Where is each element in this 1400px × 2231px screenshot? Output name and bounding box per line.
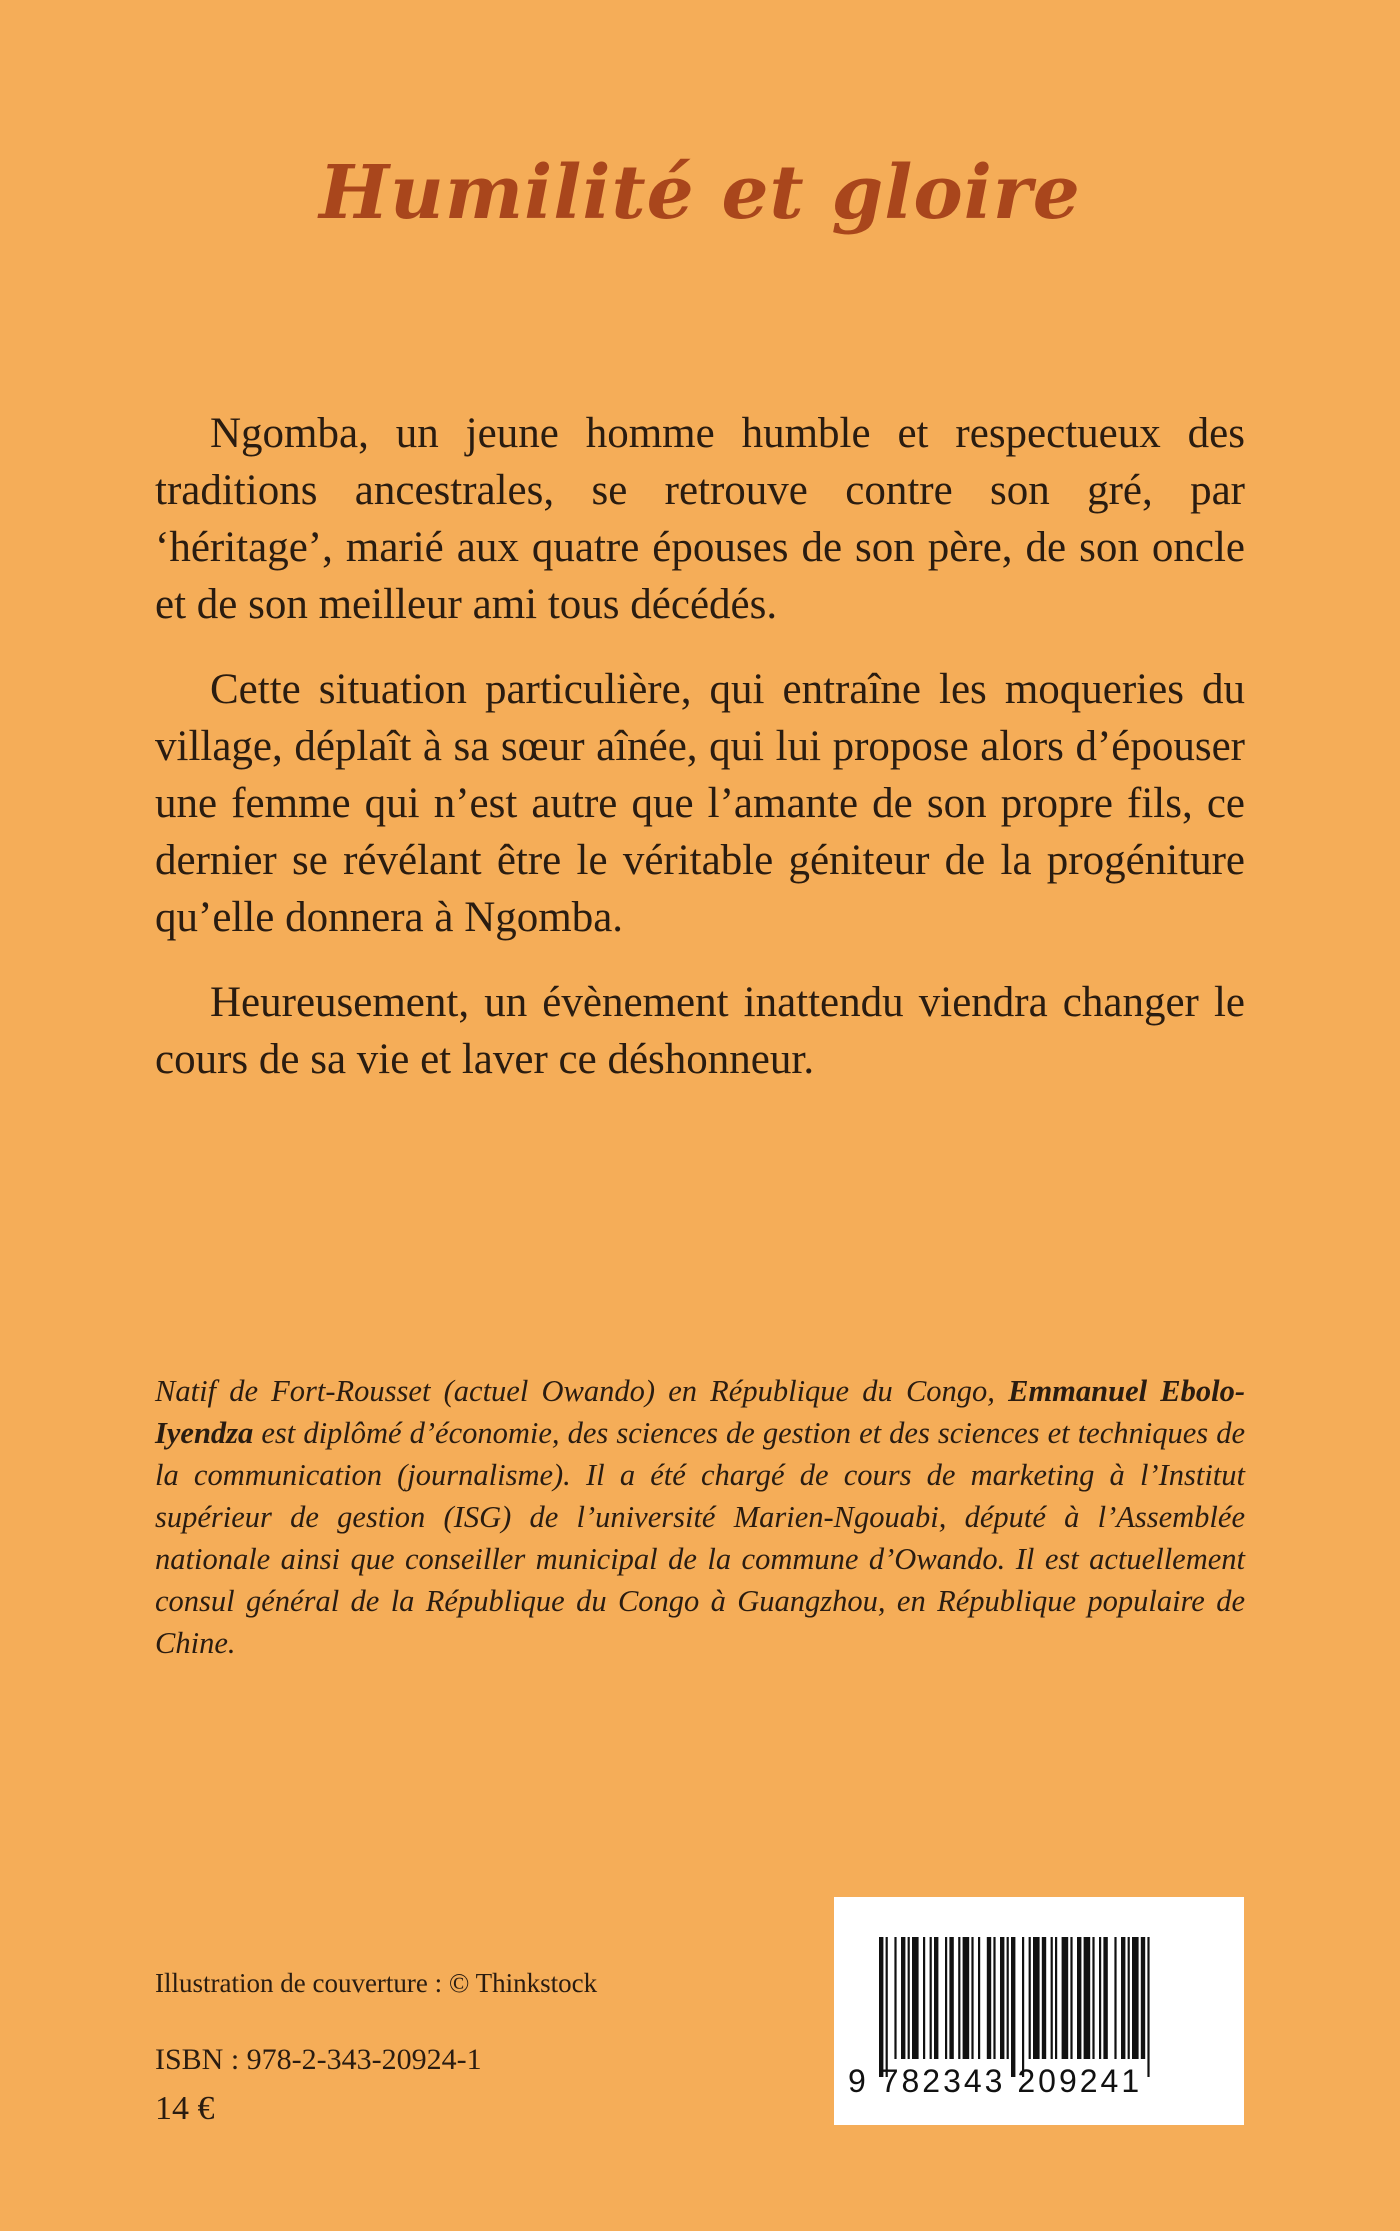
barcode-bar	[1070, 1937, 1072, 2059]
barcode-bar	[978, 1937, 980, 2059]
barcode-bar	[1000, 1937, 1004, 2059]
barcode-bar	[1099, 1937, 1101, 2059]
barcode-bar	[1103, 1937, 1107, 2059]
barcode-bar	[1029, 1937, 1031, 2059]
synopsis-paragraph: Ngomba, un jeune homme humble et respectueux des traditions ancestrales, se retrouve contre son gré, par ‘héritage’, marié aux quatre épouses de son père, de son oncle et de son meilleur ami tous décédés.	[155, 410, 1245, 628]
barcode-bar	[1007, 1937, 1009, 2059]
bio-text: est diplômé d’économie, des sciences de gestion et des sciences et techniques de la communication (journalisme). Il a été chargé de cours de marketing à l’Institut supérieur de gestion (ISG) de l’université Marien-Ngouabi, député à l’Assemblée nationale ainsi que conseiller municipal de la commune d’Owando. Il est actuellement consul général de la République du Congo à Guangzhou, en République populaire de Chine.	[155, 1416, 1245, 1660]
barcode-bar	[971, 1937, 973, 2059]
price: 14 €	[155, 2090, 215, 2127]
barcode-bar	[1114, 1937, 1116, 2059]
barcode-bar	[1055, 1937, 1057, 2059]
barcode-bar	[1084, 1937, 1091, 2059]
barcode-digits: 9 782343 209241	[848, 2063, 1143, 2099]
barcode-bar	[987, 1937, 991, 2059]
barcode-bar	[1132, 1937, 1139, 2059]
barcode-bar	[1077, 1937, 1081, 2059]
author-name: Emmanuel Ebolo-Iyendza	[155, 1374, 1245, 1450]
barcode	[834, 1897, 1244, 2125]
barcode-bar	[945, 1937, 947, 2059]
synopsis-paragraph: Heureusement, un évènement inattendu viendra changer le cours de sa vie et laver ce déshonneur.	[155, 979, 1245, 1083]
barcode-bar	[1092, 1937, 1094, 2059]
book-title: Humilité et gloire	[319, 150, 1081, 236]
barcode-bar	[912, 1937, 919, 2059]
barcode-bar	[1147, 1937, 1149, 2077]
author-bio	[155, 1370, 1245, 1664]
barcode-bar	[1121, 1937, 1125, 2059]
cover-credit: Illustration de couverture : © Thinkstock	[155, 1968, 598, 1998]
barcode-bar	[1022, 1937, 1024, 2077]
barcode-bar	[1033, 1937, 1040, 2059]
synopsis-paragraph: Cette situation particulière, qui entraîne les moqueries du village, déplaît à sa sœur aînée, qui lui propose alors d’épouser une femme qui n’est autre que l’amante de son propre fils, ce dernier se révélant être le véritable géniteur de la progéniture qu’elle donnera à Ngomba.	[155, 666, 1245, 941]
barcode-bar	[1042, 1937, 1046, 2059]
barcode-bar	[993, 1937, 995, 2059]
barcode-bar	[886, 1937, 888, 2077]
barcode-bar	[901, 1937, 905, 2059]
barcode-bar	[949, 1937, 953, 2059]
barcode-bar	[1128, 1937, 1130, 2059]
barcode-bar	[908, 1937, 910, 2059]
barcode-bar	[1051, 1937, 1053, 2059]
synopsis	[155, 405, 1245, 1116]
barcode-bar	[894, 1937, 896, 2059]
bio-intro: Natif de Fort-Rousset (actuel Owando) en République du Congo,	[155, 1374, 1009, 1408]
barcode-bar	[1062, 1937, 1069, 2059]
barcode-bar	[1141, 1937, 1145, 2059]
barcode-bar	[963, 1937, 970, 2059]
barcode-bar	[879, 1937, 883, 2077]
barcode-bar	[958, 1937, 960, 2059]
barcode-bars	[879, 1937, 1209, 2077]
barcode-bar	[934, 1937, 938, 2059]
isbn: ISBN : 978-2-343-20924-1	[155, 2043, 482, 2076]
barcode-bar	[923, 1937, 925, 2059]
barcode-bar	[1011, 1937, 1015, 2077]
barcode-bar	[930, 1937, 932, 2059]
